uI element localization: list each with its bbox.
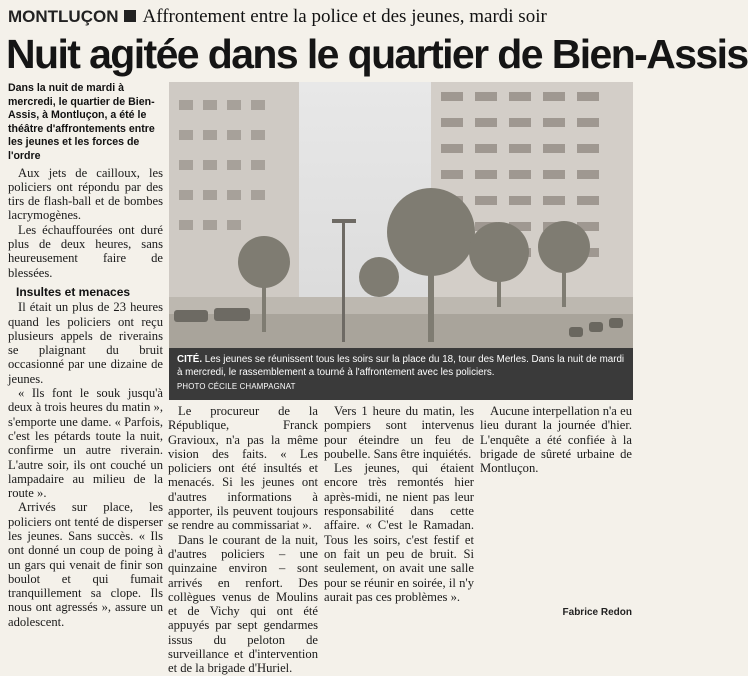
body-paragraph: Le procureur de la République, Franck Gravioux, n'a pas la même vision des faits. « Les policiers ont été insultés et menacés. Si les jeunes ont d'autres informations à apporter, ils peuvent toujours se rendre au commissariat ».: [168, 404, 318, 533]
column-4: [480, 404, 632, 475]
body-paragraph: « Ils font le souk jusqu'à deux à trois heures du matin », s'emporte une dame. « Parfois, c'est les pétards toute la nuit, confirme un autre riverain. L'autre soir, ils ont couché un lampadaire au milieu de la route ».: [8, 386, 163, 501]
body-paragraph: Aucune interpellation n'a eu lieu durant la journée d'hier. L'enquête a été confiée à la brigade de sûreté urbaine de Montluçon.: [480, 404, 632, 476]
body-paragraph: Arrivés sur place, les policiers ont tenté de disperser les jeunes. Sans succès. « Ils ont donné un coup de poing à un gars qui venait de finir son boulot et qui fumait tranquillement sa clope. Ils nous ont agressés », assure un adolescent.: [8, 500, 163, 629]
intertitle: Insultes et menaces: [16, 284, 131, 299]
headline: Nuit agitée dans le quartier de Bien-Assis: [6, 31, 748, 77]
author-signature: Fabrice Redon: [562, 607, 632, 618]
kicker-subhead: Affrontement entre la police et des jeunes, mardi soir: [142, 6, 547, 27]
caption-label: CITÉ.: [177, 354, 203, 365]
photo-caption: [169, 348, 633, 400]
lead-paragraph: Dans la nuit de mardi à mercredi, le quartier de Bien-Assis, à Montluçon, a été le théâtre d'affrontements entre les jeunes et les forces de l'ordre: [8, 82, 155, 162]
body-paragraph: Aux jets de cailloux, les policiers ont répondu par des tirs de flash-ball et de bombes lacrymogènes.: [8, 165, 163, 223]
square-bullet-icon: [124, 10, 136, 22]
news-photo: [169, 82, 633, 348]
column-3: [324, 404, 474, 604]
column-1: [8, 82, 163, 629]
kicker-place: MONTLUÇON: [8, 7, 119, 26]
housing-estate-photo-icon: [169, 82, 633, 348]
body-paragraph: Il était un plus de 23 heures quand les policiers ont reçu plusieurs appels de riverains se plaignant du bruit occasionné par une dizaine de jeunes.: [8, 300, 163, 386]
photo-credit: PHOTO CÉCILE CHAMPAGNAT: [177, 382, 296, 391]
kicker: [8, 4, 633, 30]
body-paragraph: Dans le courant de la nuit, d'autres policiers – une quinzaine environ – sont arrivés en renfort. Des collègues venus de Moulins et de Vichy qui ont été appuyés par sept gendarmes issus du peloton de surveillance et d'intervention et de la brigade d'Huriel.: [168, 532, 318, 676]
column-2: [168, 404, 318, 676]
body-paragraph: Vers 1 heure du matin, les pompiers sont intervenus pour éteindre un feu de poubelle. Sans être inquiétés.: [324, 404, 474, 461]
body-paragraph: Les échauffourées ont duré plus de deux heures, sans heureusement faire de blessées.: [8, 222, 163, 280]
caption-text: Les jeunes se réunissent tous les soirs sur la place du 18, tour des Merles. Dans la nuit de mardi à mercredi, le rassemblement a tourné à l'affrontement avec les policiers.: [177, 354, 625, 378]
body-paragraph: Les jeunes, qui étaient encore très remontés hier après-midi, ne nient pas leur responsabilité dans cette affaire. « C'est le Ramadan. Tous les soirs, c'est festif et on fait un peu de bruit. Si seulement, on avait une salle pour se réunir en soirée, il n'y aurait pas ces problèmes ».: [324, 461, 474, 604]
